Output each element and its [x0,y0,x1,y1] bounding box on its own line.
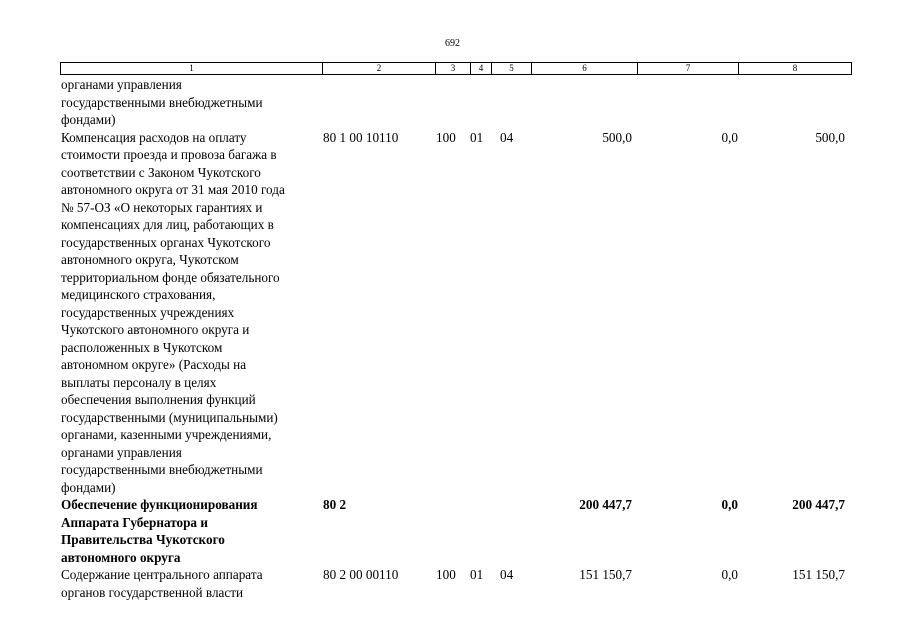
description-line: фондами) [61,479,116,495]
page-number: 692 [445,38,460,49]
description-line: Аппарата Губернатора и [61,514,208,530]
table-row [60,129,860,497]
description-line: государственных учреждениях [61,304,235,320]
description-line: № 57-ОЗ «О некоторых гарантиях и [61,199,263,215]
description-line: фондами) [61,112,116,127]
header-col-2: 2 [323,63,436,74]
description-line: выплаты персоналу в целях [61,374,217,390]
header-col-8: 8 [792,63,798,73]
row-col-8: 200 447,7 [792,497,845,512]
row-col-7: 0,0 [721,129,738,145]
row-col-3: 100 [436,567,456,582]
description-line: Содержание центрального аппарата [61,567,263,582]
description-line: автономном округе» (Расходы на [61,357,247,372]
description-line: соответствии с Законом Чукотского [61,164,261,180]
description-line: Компенсация расходов на оплату [61,129,247,145]
description-line: территориальном фонде обязательного [61,269,280,285]
row-description [60,76,323,129]
description-line: государственных органах Чукотского [61,234,271,250]
description-line: государственными внебюджетными [61,462,263,477]
row-description [60,129,323,497]
row-col-3: 100 [436,129,456,145]
description-line: Обеспечение функционирования [61,497,258,512]
row-description [60,566,323,601]
description-line: Чукотского автономного округа и [61,322,250,337]
description-line: автономного округа [61,549,181,565]
row-code: 80 2 00 00110 [323,567,399,582]
row-col-7: 0,0 [721,497,738,512]
description-line: автономного округа от 31 мая 2010 года [61,182,285,197]
header-col-1: 1 [61,63,323,74]
description-line: расположенных в Чукотском [61,339,223,355]
row-col-8: 151 150,7 [792,567,845,582]
description-line: обеспечения выполнения функций [61,392,256,407]
description-line: органами, казенными учреждениями, [61,427,272,442]
header-col-6: 6 [532,63,638,74]
table-header [60,62,852,75]
description-line: органов государственной власти [61,584,244,600]
row-col-8: 500,0 [815,129,845,145]
description-line: органами управления [61,444,182,460]
description-line: Правительства Чукотского [61,532,225,547]
header-col-3: 3 [436,63,471,74]
row-col-4: 01 [470,567,484,582]
table-row [60,76,860,129]
row-col-6: 200 447,7 [579,497,632,512]
description-line: медицинского страхования, [61,287,216,302]
description-line: автономного округа, Чукотском [61,252,239,267]
row-description [60,496,323,566]
description-line: государственными внебюджетными [61,94,263,110]
table-row [60,566,860,601]
description-line: компенсациях для лиц, работающих в [61,217,274,232]
description-line: органами управления [61,77,182,92]
header-col-5: 5 [492,63,532,74]
row-code: 80 1 00 10110 [323,129,399,145]
row-col-4: 01 [470,129,484,145]
row-col-7: 0,0 [721,567,738,582]
header-col-4: 4 [471,63,492,74]
description-line: стоимости проезда и провоза багажа в [61,147,277,162]
row-code: 80 2 [323,497,347,512]
row-col-6: 500,0 [602,129,632,145]
row-col-5: 04 [500,129,514,145]
header-col-7: 7 [638,63,739,74]
description-line: государственными (муниципальными) [61,409,278,425]
row-col-6: 151 150,7 [579,567,632,582]
table-row [60,496,860,566]
table-body [60,76,860,601]
row-col-5: 04 [500,567,514,582]
